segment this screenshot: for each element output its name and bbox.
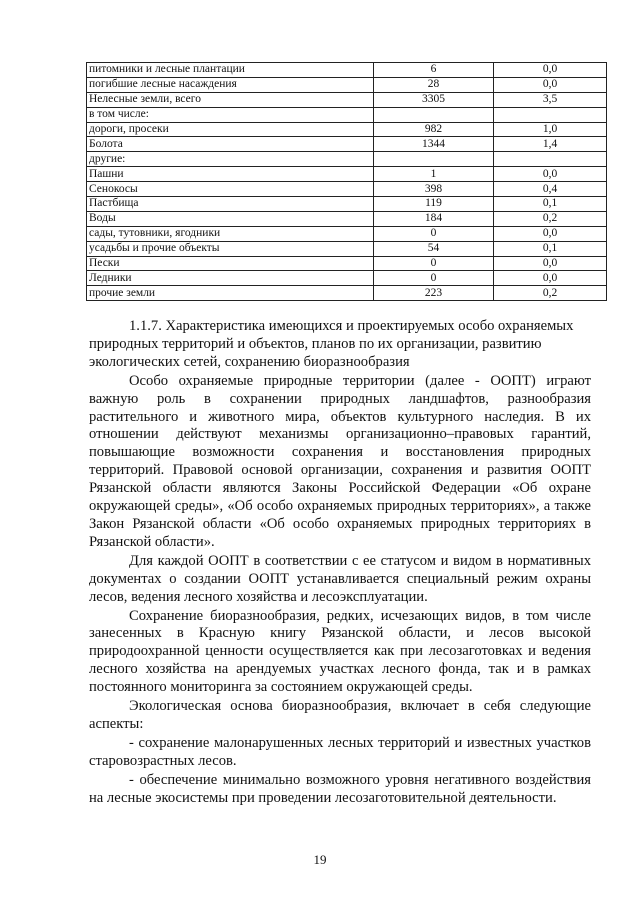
area-cell: 1 xyxy=(374,167,494,182)
category-cell: Пастбища xyxy=(87,197,374,212)
paragraph-biodiversity-conservation: Сохранение биоразнообразия, редких, исчезающих видов, в том числе занесенных в Красную книгу Рязанской области, и лесов высокой природоохранной ценности осуществляется как при лесозаготовках и ведения лесного хозяйства на арендуемых участках лесного фонда, так и в рамках постоянного мониторинга за состоянием окружающей среды. xyxy=(89,607,591,696)
category-cell: Пески xyxy=(87,256,374,271)
percent-cell: 1,4 xyxy=(494,137,607,152)
area-cell: 28 xyxy=(374,77,494,92)
percent-cell: 0,2 xyxy=(494,211,607,226)
table-row xyxy=(87,63,607,78)
percent-cell: 0,0 xyxy=(494,271,607,286)
table-row xyxy=(87,167,607,182)
area-cell: 184 xyxy=(374,211,494,226)
area-cell: 398 xyxy=(374,182,494,197)
table-row xyxy=(87,152,607,167)
category-cell: Сенокосы xyxy=(87,182,374,197)
list-item-old-growth: - сохранение малонарушенных лесных территорий и известных участков старовозрастных лесов. xyxy=(89,734,591,769)
area-cell: 6 xyxy=(374,63,494,78)
table-row xyxy=(87,256,607,271)
percent-cell: 0,0 xyxy=(494,167,607,182)
table-row xyxy=(87,107,607,122)
area-cell: 0 xyxy=(374,271,494,286)
category-cell: Нелесные земли, всего xyxy=(87,92,374,107)
table-row xyxy=(87,182,607,197)
section-heading: 1.1.7. Характеристика имеющихся и проектируемых особо охраняемых природных территорий и объектов, планов по их организации, развитию экологических сетей, сохранению биоразнообразия xyxy=(89,318,574,370)
category-cell: погибшие лесные насаждения xyxy=(87,77,374,92)
area-cell: 119 xyxy=(374,197,494,212)
category-cell: питомники и лесные плантации xyxy=(87,63,374,78)
table-row xyxy=(87,77,607,92)
area-cell: 1344 xyxy=(374,137,494,152)
category-cell: дороги, просеки xyxy=(87,122,374,137)
percent-cell: 1,0 xyxy=(494,122,607,137)
table-row xyxy=(87,137,607,152)
table-row xyxy=(87,197,607,212)
category-cell: сады, тутовники, ягодники xyxy=(87,226,374,241)
percent-cell xyxy=(494,152,607,167)
category-cell: усадьбы и прочие объекты xyxy=(87,241,374,256)
area-cell xyxy=(374,107,494,122)
category-cell: другие: xyxy=(87,152,374,167)
paragraph-ecological-basis: Экологическая основа биоразнообразия, включает в себя следующие аспекты: xyxy=(89,698,591,732)
area-cell: 0 xyxy=(374,226,494,241)
percent-cell: 0,0 xyxy=(494,256,607,271)
area-cell: 223 xyxy=(374,286,494,301)
land-category-table xyxy=(86,62,607,301)
category-cell: Воды xyxy=(87,211,374,226)
area-cell xyxy=(374,152,494,167)
table-row xyxy=(87,122,607,137)
category-cell: в том числе: xyxy=(87,107,374,122)
percent-cell: 0,1 xyxy=(494,241,607,256)
table-row xyxy=(87,226,607,241)
paragraph-protection-regime: Для каждой ООПТ в соответствии с ее статусом и видом в нормативных документах о создании ООПТ устанавливается специальный режим охраны лесов, ведения лесного хозяйства и лесоэксплуатации. xyxy=(89,552,591,605)
section-text xyxy=(89,318,591,807)
paragraph-oopt-role: Особо охраняемые природные территории (далее - ООПТ) играют важную роль в сохранении природных ландшафтов, разнообразия растительного и животного мира, объектов культурного наследия. В их отношении действуют механизмы организационно–правовых гарантий, повышающие возможности сохранения и восстановления природных территорий. Правовой основой организации, сохранения и развития ООПТ Рязанской области являются Законы Российской Федерации «Об охране окружающей среды», «Об особо охраняемых природных территориях», а также Закон Рязанской области «Об особо охраняемых природных территориях в Рязанской области». xyxy=(89,372,591,550)
table-row xyxy=(87,271,607,286)
percent-cell: 0,1 xyxy=(494,197,607,212)
category-cell: прочие земли xyxy=(87,286,374,301)
table-body xyxy=(87,63,607,301)
area-cell: 0 xyxy=(374,256,494,271)
percent-cell: 0,0 xyxy=(494,226,607,241)
percent-cell: 0,2 xyxy=(494,286,607,301)
percent-cell: 0,4 xyxy=(494,182,607,197)
table-row xyxy=(87,241,607,256)
area-cell: 54 xyxy=(374,241,494,256)
table-row xyxy=(87,92,607,107)
area-cell: 982 xyxy=(374,122,494,137)
percent-cell: 0,0 xyxy=(494,63,607,78)
category-cell: Болота xyxy=(87,137,374,152)
percent-cell xyxy=(494,107,607,122)
area-cell: 3305 xyxy=(374,92,494,107)
table-row xyxy=(87,286,607,301)
list-item-minimal-impact: - обеспечение минимально возможного уровня негативного воздействия на лесные экосистемы при проведении лесозаготовительной деятельности. xyxy=(89,771,591,806)
percent-cell: 0,0 xyxy=(494,77,607,92)
table-row xyxy=(87,211,607,226)
category-cell: Ледники xyxy=(87,271,374,286)
category-cell: Пашни xyxy=(87,167,374,182)
percent-cell: 3,5 xyxy=(494,92,607,107)
page-number: 19 xyxy=(313,852,327,867)
